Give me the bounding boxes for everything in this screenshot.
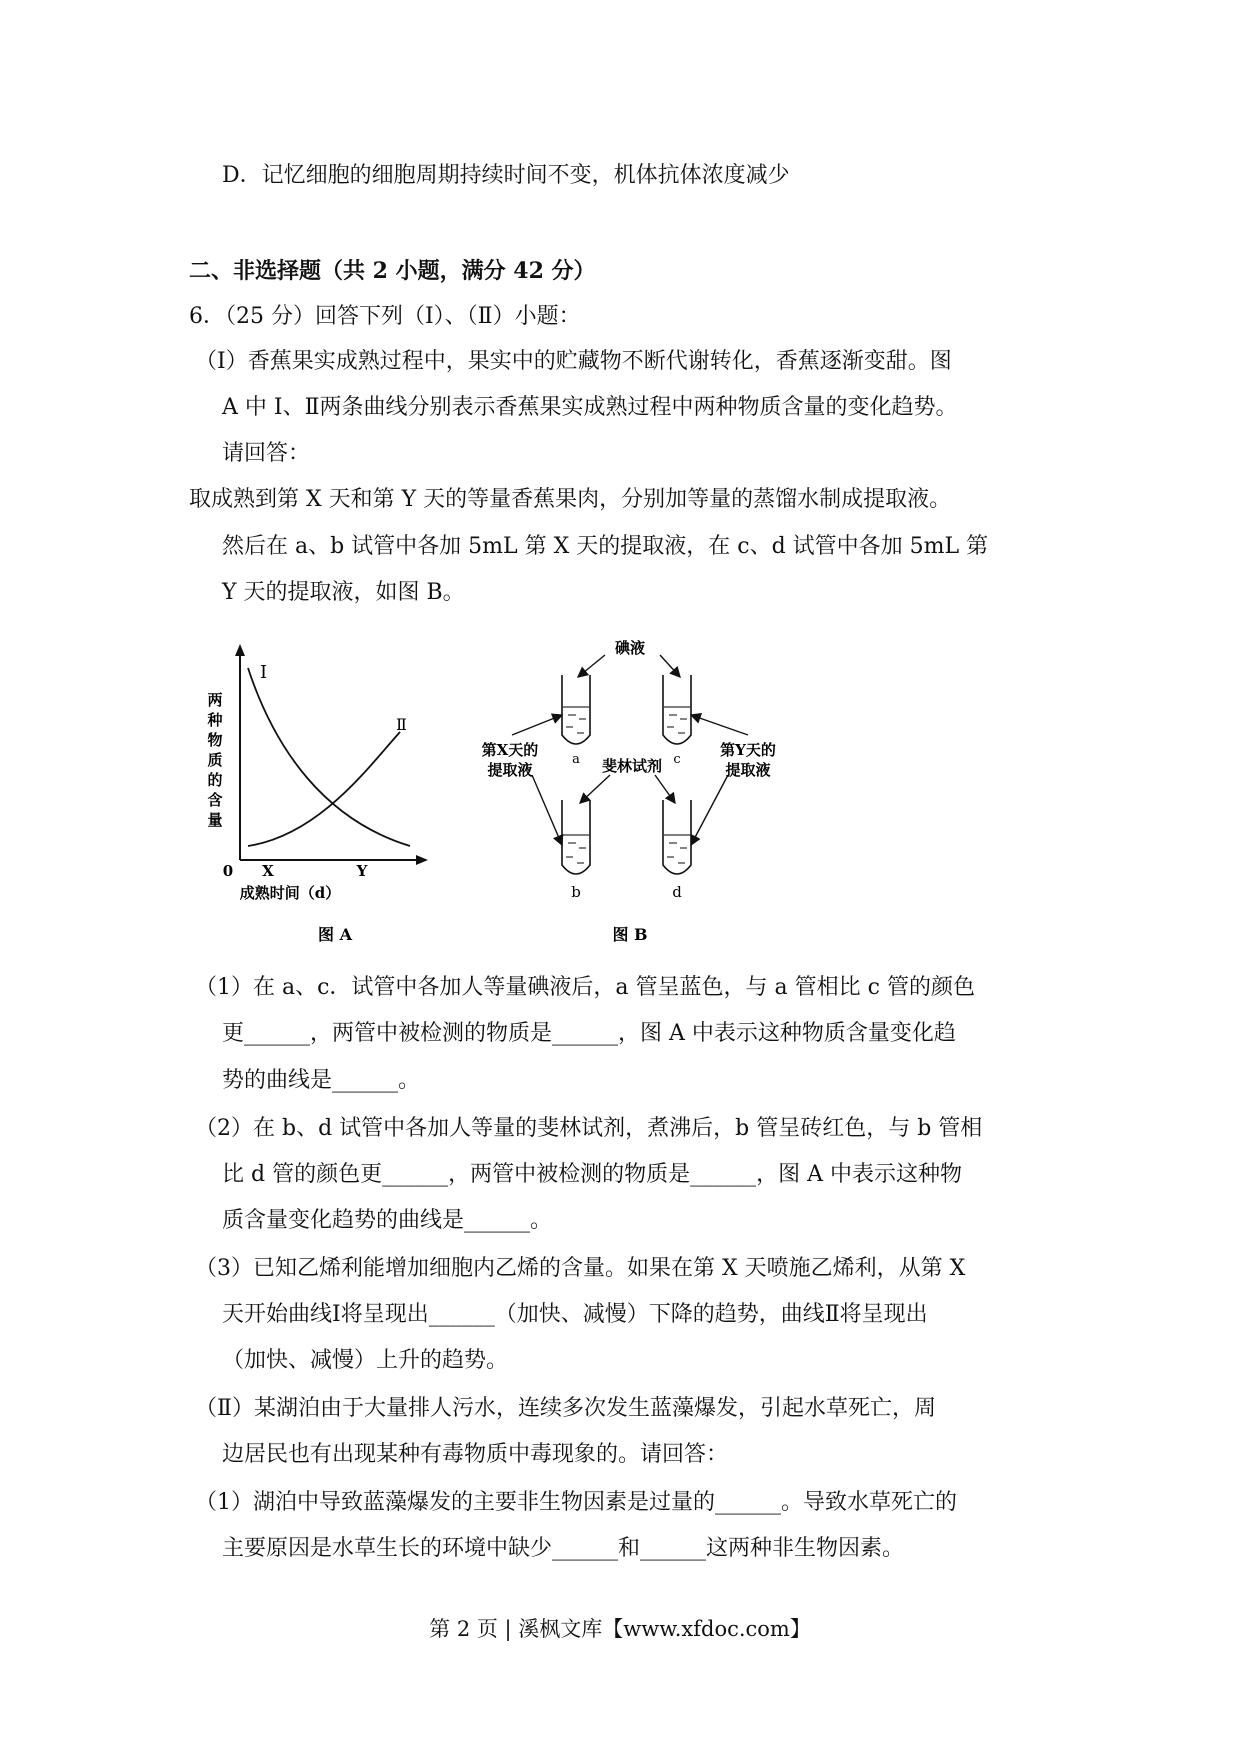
procedure-line-2: 然后在 a、b 试管中各加 5mL 第 X 天的提取液，在 c、d 试管中各加 5mL 第 — [222, 534, 989, 559]
procedure-line-3: Y 天的提取液，如图 B。 — [222, 580, 465, 605]
q2-line-1: （2）在 b、d 试管中各加人等量的斐林试剂，煮沸后，b 管呈砖红色，与 b 管相 — [195, 1116, 983, 1141]
x-axis-arrow — [416, 855, 428, 865]
origin-label: 0 — [222, 862, 234, 880]
y-extract-label: 提取液 — [725, 761, 771, 779]
q3-line-3: （加快、减慢）上升的趋势。 — [222, 1348, 509, 1373]
q1-line-3: 势的曲线是______。 — [222, 1068, 421, 1093]
part-i-line-1: （I）香蕉果实成熟过程中，果实中的贮藏物不断代谢转化，香蕉逐渐变甜。图 — [195, 349, 952, 374]
q3-line-2: 天开始曲线Ⅰ将呈现出______（加快、减慢）下降的趋势，曲线Ⅱ将呈现出 — [222, 1302, 928, 1327]
arrow-fehling-b — [580, 775, 610, 803]
part-ii-q1-line-2: 主要原因是水草生长的环境中缺少______和______这两种非生物因素。 — [222, 1536, 905, 1561]
figure-a — [200, 640, 440, 950]
part-i-line-3: 请回答： — [222, 441, 311, 466]
ylabel-char: 两 — [207, 691, 223, 709]
arrow-iodine-a — [578, 655, 605, 677]
tube-a — [562, 675, 590, 744]
tube-liquid — [562, 707, 691, 863]
arrow-y-to-d — [691, 775, 728, 845]
tube-d-label: d — [672, 883, 682, 901]
arrow-y-to-c — [691, 715, 748, 735]
tick-y-label: Y — [356, 862, 368, 880]
q3-line-1: （3）已知乙烯利能增加细胞内乙烯的含量。如果在第 X 天喷施乙烯利，从第 X — [195, 1256, 966, 1281]
fehling-label: 斐林试剂 — [601, 757, 663, 775]
arrow-x-to-b — [532, 775, 562, 845]
ylabel-char: 量 — [207, 811, 223, 829]
figure-a-caption: 图 A — [318, 925, 352, 944]
arrow-fehling-d — [655, 775, 675, 803]
tube-c-label: c — [673, 752, 681, 767]
arrow-iodine-c — [660, 655, 680, 677]
figure-b-caption: 图 B — [612, 925, 648, 944]
ylabel-char: 质 — [207, 751, 223, 769]
part-ii-line-1: （Ⅱ）某湖泊由于大量排人污水，连续多次发生蓝藻爆发，引起水草死亡，周 — [195, 1396, 936, 1421]
part-ii-q1-line-1: （1）湖泊中导致蓝藻爆发的主要非生物因素是过量的______。导致水草死亡的 — [195, 1490, 957, 1515]
curve-ii — [248, 732, 400, 846]
x-extract-label: 第X天的 — [481, 741, 539, 759]
curve-ii-label: Ⅱ — [396, 715, 407, 734]
tube-d — [663, 800, 691, 874]
tube-c — [663, 675, 691, 744]
q2-line-2: 比 d 管的颜色更______，两管中被检测的物质是______，图 A 中表示这种物 — [222, 1162, 962, 1187]
iodine-label: 碘液 — [614, 639, 646, 657]
ylabel-char: 的 — [207, 771, 223, 789]
tube-b-label: b — [571, 883, 581, 901]
figure-b — [480, 635, 780, 955]
page-footer: 第 2 页 | 溪枫文库【www.xfdoc.com】 — [429, 1617, 811, 1641]
curve-i — [248, 668, 410, 846]
x-axis-label: 成熟时间（d） — [239, 884, 341, 902]
part-i-line-2: A 中 I、Ⅱ两条曲线分别表示香蕉果实成熟过程中两种物质含量的变化趋势。 — [222, 395, 958, 420]
ylabel-char: 含 — [207, 791, 223, 809]
procedure-line-1: 取成熟到第 X 天和第 Y 天的等量香蕉果肉，分别加等量的蒸馏水制成提取液。 — [189, 487, 952, 512]
question-6-stem: 6．（25 分）回答下列（I）、（Ⅱ）小题： — [189, 304, 581, 329]
ylabel-char: 物 — [207, 731, 223, 749]
part-ii-line-2: 边居民也有出现某种有毒物质中毒现象的。请回答： — [222, 1442, 729, 1467]
curve-i-label: I — [260, 662, 268, 683]
x-extract-label: 提取液 — [487, 761, 533, 779]
q2-line-3: 质含量变化趋势的曲线是______。 — [222, 1208, 553, 1233]
q1-line-1: （1）在 a、c．试管中各加人等量碘液后，a 管呈蓝色，与 a 管相比 c 管的颜色 — [195, 975, 975, 1000]
tube-a-label: a — [572, 752, 580, 767]
tick-x-label: X — [262, 862, 274, 880]
q1-line-2: 更______，两管中被检测的物质是______，图 A 中表示这种物质含量变化趋 — [222, 1021, 956, 1046]
y-extract-label: 第Y天的 — [720, 741, 776, 759]
ylabel-char: 种 — [207, 711, 223, 729]
y-axis-arrow — [235, 644, 245, 656]
option-d: D．记忆细胞的细胞周期持续时间不变，机体抗体浓度减少 — [222, 163, 790, 188]
tube-b — [562, 800, 590, 874]
section-heading: 二、非选择题（共 2 小题，满分 42 分） — [189, 258, 596, 284]
arrow-x-to-a — [512, 715, 562, 735]
